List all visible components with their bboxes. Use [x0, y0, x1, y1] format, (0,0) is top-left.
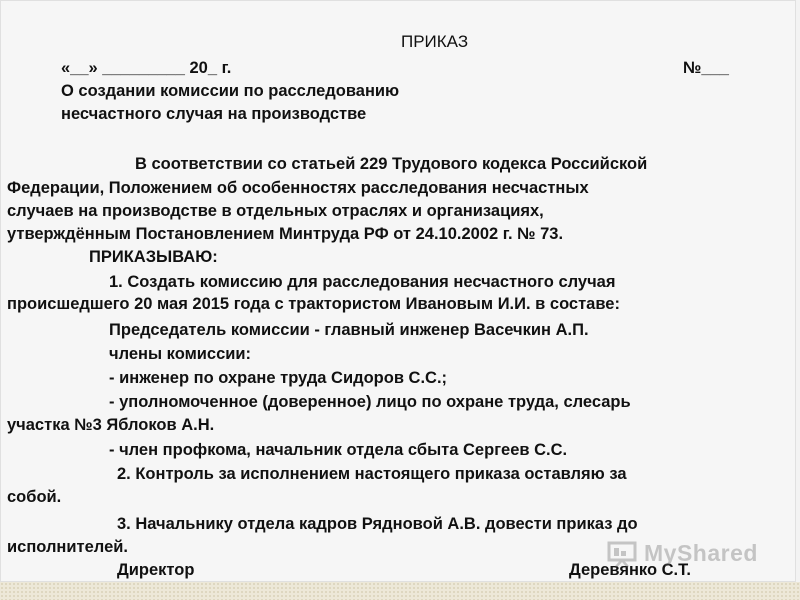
item-1-line-1: 1. Создать комиссию для расследования несчастного случая [109, 273, 616, 291]
preamble-line-2: Федерации, Положением об особенностях расследования несчастных [7, 179, 589, 197]
members-label: члены комиссии: [109, 345, 252, 363]
preamble-line-1: В соответствии со статьей 229 Трудового кодекса Российской [135, 155, 648, 173]
member-3-line: - член профкома, начальник отдела сбыта Сергеев С.С. [109, 441, 568, 459]
document-title: ПРИКАЗ [401, 32, 469, 51]
signature-name: Деревянко С.Т. [569, 561, 691, 579]
member-2-line-2: участка №3 Яблоков А.Н. [7, 416, 215, 434]
watermark-text: MyShared [644, 540, 758, 566]
member-2-line-1: - уполномоченное (доверенное) лицо по охране труда, слесарь [109, 393, 631, 411]
preamble-line-4: утверждённым Постановлением Минтруда РФ от 24.10.2002 г. № 73. [7, 225, 564, 243]
order-word: ПРИКАЗЫВАЮ: [89, 248, 218, 266]
item-3-line-1: 3. Начальнику отдела кадров Рядновой А.В. довести приказ до [117, 515, 638, 533]
item-1-line-2: происшедшего 20 мая 2015 года с трактористом Ивановым И.И. в составе: [7, 295, 620, 313]
member-1-line: - инженер по охране труда Сидоров С.С.; [109, 369, 448, 387]
date-line: «__» _________ 20_ г. [61, 59, 232, 77]
item-3-line-2: исполнителей. [7, 538, 128, 556]
item-2-line-2: собой. [7, 488, 62, 506]
presentation-board-icon [606, 540, 638, 568]
subject-line-2: несчастного случая на производстве [61, 105, 367, 123]
signature-role: Директор [117, 561, 195, 579]
chairman-line: Председатель комиссии - главный инженер Васечкин А.П. [109, 321, 589, 339]
subject-line-1: О создании комиссии по расследованию [61, 82, 400, 100]
item-2-line-1: 2. Контроль за исполнением настоящего приказа оставляю за [117, 465, 627, 483]
preamble-line-3: случаев на производстве в отдельных отраслях и организациях, [7, 202, 544, 220]
order-number: №___ [683, 59, 729, 77]
watermark [606, 540, 766, 568]
bottom-decorative-strip [0, 582, 800, 600]
